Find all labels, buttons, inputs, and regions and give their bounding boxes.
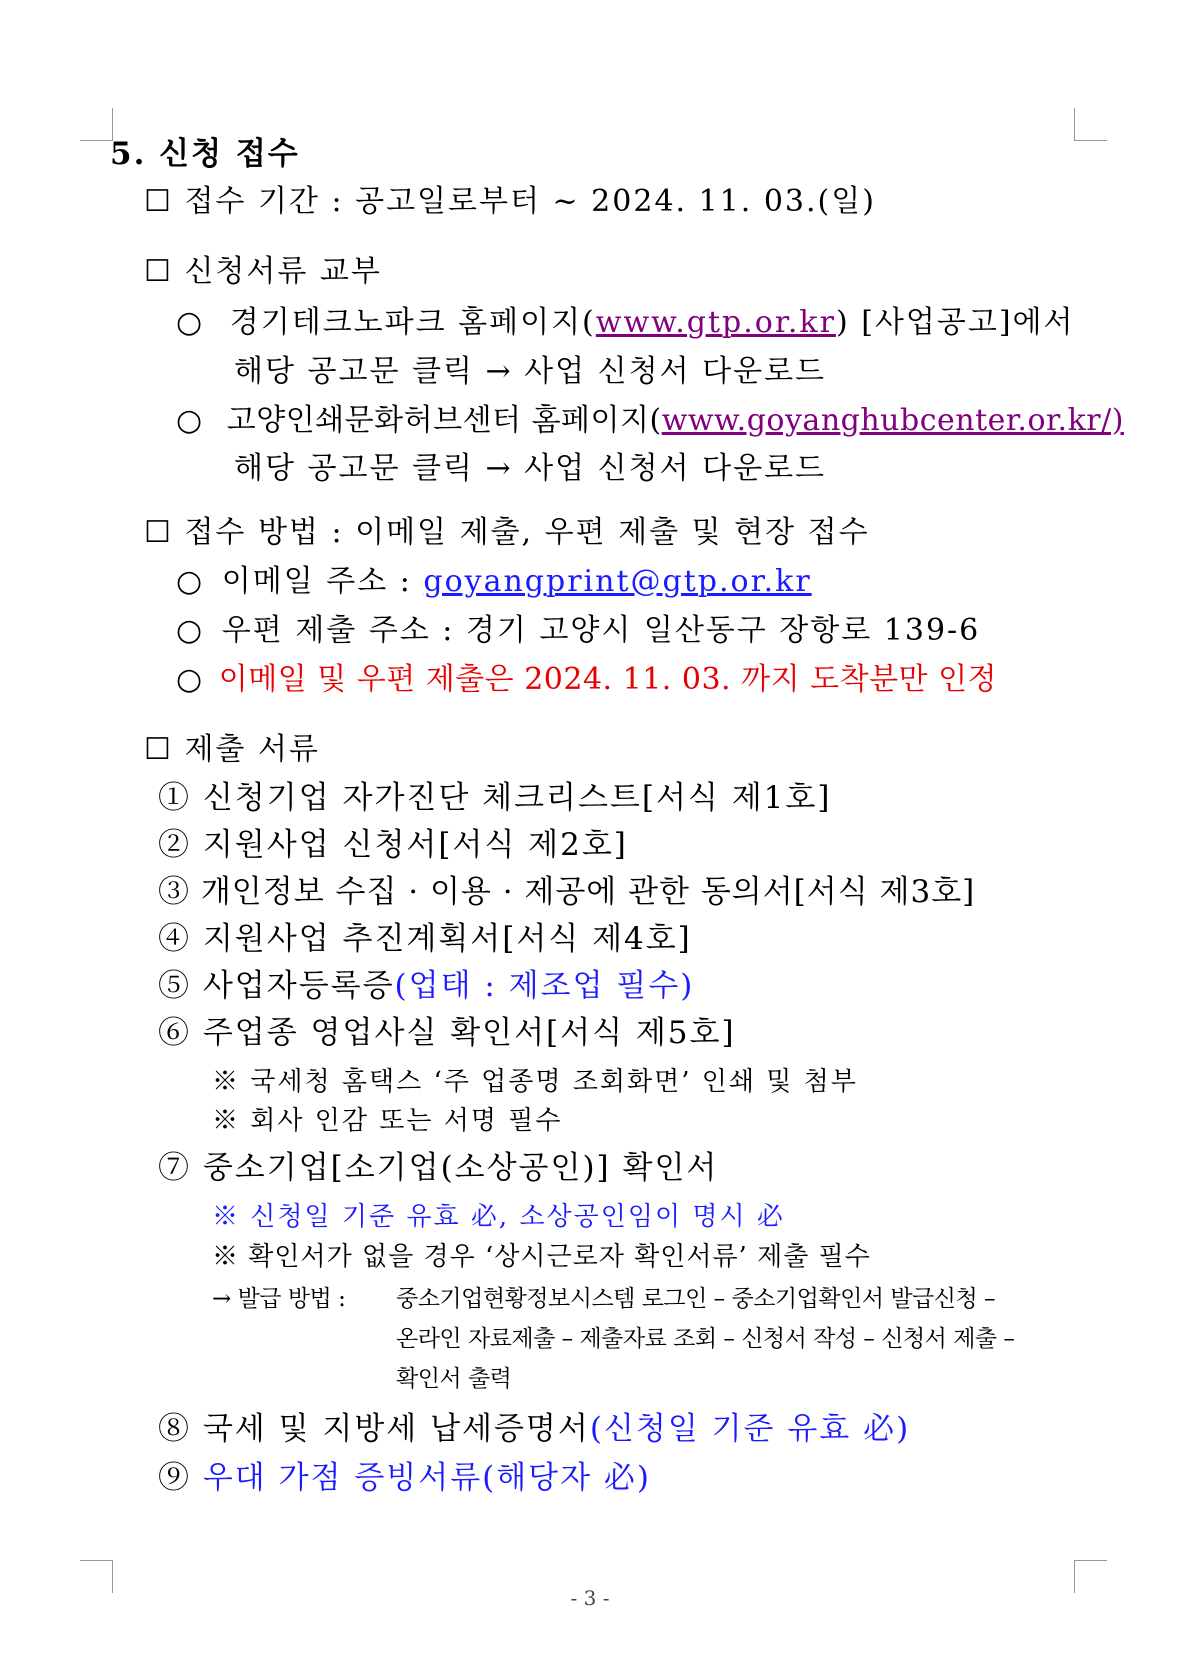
doc-item-7: ⑦ 중소기업[소기업(소상공인)] 확인서 (158, 1150, 719, 1186)
list-item: ○ 경기테크노파크 홈페이지(www.gtp.or.kr) [사업공고]에서 (176, 305, 1075, 340)
circle-bullet-icon: ○ (176, 403, 203, 438)
number-badge: ⑥ (158, 1015, 191, 1051)
doc-item-9: ⑨ 우대 가점 증빙서류(해당자 必) (158, 1460, 652, 1496)
checkbox-icon: ☐ (144, 732, 173, 767)
number-badge: ① (158, 780, 191, 816)
number-badge: ③ (158, 874, 190, 910)
issue-method-line: 온라인 자료제출 – 제출자료 조회 – 신청서 작성 – 신청서 제출 – (396, 1326, 1015, 1352)
doc-item-1: ① 신청기업 자가진단 체크리스트[서식 제1호] (158, 780, 832, 816)
page-number: - 3 - (570, 1586, 610, 1610)
doc-item-2: ② 지원사업 신청서[서식 제2호] (158, 827, 628, 863)
gtp-homepage-link[interactable]: www.gtp.or.kr (595, 305, 836, 340)
crop-mark-top-left (80, 108, 113, 141)
number-badge: ⑤ (158, 968, 191, 1004)
submission-heading: ☐ 제출 서류 (144, 732, 320, 767)
post-address-line: ○ 우편 제출 주소 : 경기 고양시 일산동구 장항로 139-6 (176, 613, 981, 648)
checkbox-icon: ☐ (144, 254, 173, 289)
note-line: ※ 확인서가 없을 경우 ‘상시근로자 확인서류’ 제출 필수 (212, 1242, 871, 1272)
doc-item-8: ⑧ 국세 및 지방세 납세증명서(신청일 기준 유효 必) (158, 1411, 911, 1447)
note-line: ※ 국세청 홈택스 ‘주 업종명 조회화면’ 인쇄 및 첨부 (212, 1067, 858, 1097)
note-line: ※ 회사 인감 또는 서명 필수 (212, 1106, 563, 1136)
number-badge: ⑦ (158, 1150, 191, 1186)
doc-item-6: ⑥ 주업종 영업사실 확인서[서식 제5호] (158, 1015, 736, 1051)
hubcenter-homepage-link[interactable]: www.goyanghubcenter.or.kr/) (661, 403, 1124, 438)
crop-mark-top-right (1074, 108, 1107, 141)
list-item-continuation: 해당 공고문 클릭 → 사업 신청서 다운로드 (234, 451, 827, 486)
list-item: ○ 고양인쇄문화허브센터 홈페이지(www.goyanghubcenter.or.kr/) (176, 403, 1124, 438)
docs-attach-heading: ☐ 신청서류 교부 (144, 254, 382, 289)
issue-method-line: 중소기업현황정보시스템 로그인 – 중소기업확인서 발급신청 – (396, 1286, 996, 1312)
list-item-continuation: 해당 공고문 클릭 → 사업 신청서 다운로드 (234, 354, 827, 389)
email-link[interactable]: goyangprint@gtp.or.kr (423, 564, 812, 599)
circle-bullet-icon: ○ (176, 564, 205, 599)
deadline-notice: ○ 이메일 및 우편 제출은 2024. 11. 03. 까지 도착분만 인정 (176, 662, 998, 697)
circle-bullet-icon: ○ (176, 305, 205, 340)
period-line (144, 184, 876, 220)
doc-item-3: ③ 개인정보 수집 · 이용 · 제공에 관한 동의서[서식 제3호] (158, 874, 976, 910)
checkbox-icon: ☐ (144, 184, 173, 219)
number-badge: ⑧ (158, 1411, 191, 1447)
number-badge: ⑨ (158, 1460, 191, 1496)
period-text: 접수 기간 : 공고일로부터 ~ 2024. 11. 03.(일) (184, 184, 876, 219)
circle-bullet-icon: ○ (176, 662, 203, 697)
method-heading: ☐ 접수 방법 : 이메일 제출, 우편 제출 및 현장 접수 (144, 515, 870, 550)
checkbox-icon: ☐ (144, 515, 173, 550)
number-badge: ④ (158, 921, 191, 957)
doc-item-5: ⑤ 사업자등록증(업태 : 제조업 필수) (158, 968, 695, 1004)
doc-item-4: ④ 지원사업 추진계획서[서식 제4호] (158, 921, 692, 957)
issue-method-label: → 발급 방법 : (212, 1286, 346, 1312)
section-title: 5. 신청 접수 (110, 136, 300, 172)
email-line: ○ 이메일 주소 : goyangprint@gtp.or.kr (176, 564, 812, 599)
circle-bullet-icon: ○ (176, 613, 205, 648)
note-line-blue: ※ 신청일 기준 유효 必, 소상공인임이 명시 必 (212, 1202, 785, 1232)
number-badge: ② (158, 827, 191, 863)
issue-method-line: 확인서 출력 (396, 1366, 512, 1392)
